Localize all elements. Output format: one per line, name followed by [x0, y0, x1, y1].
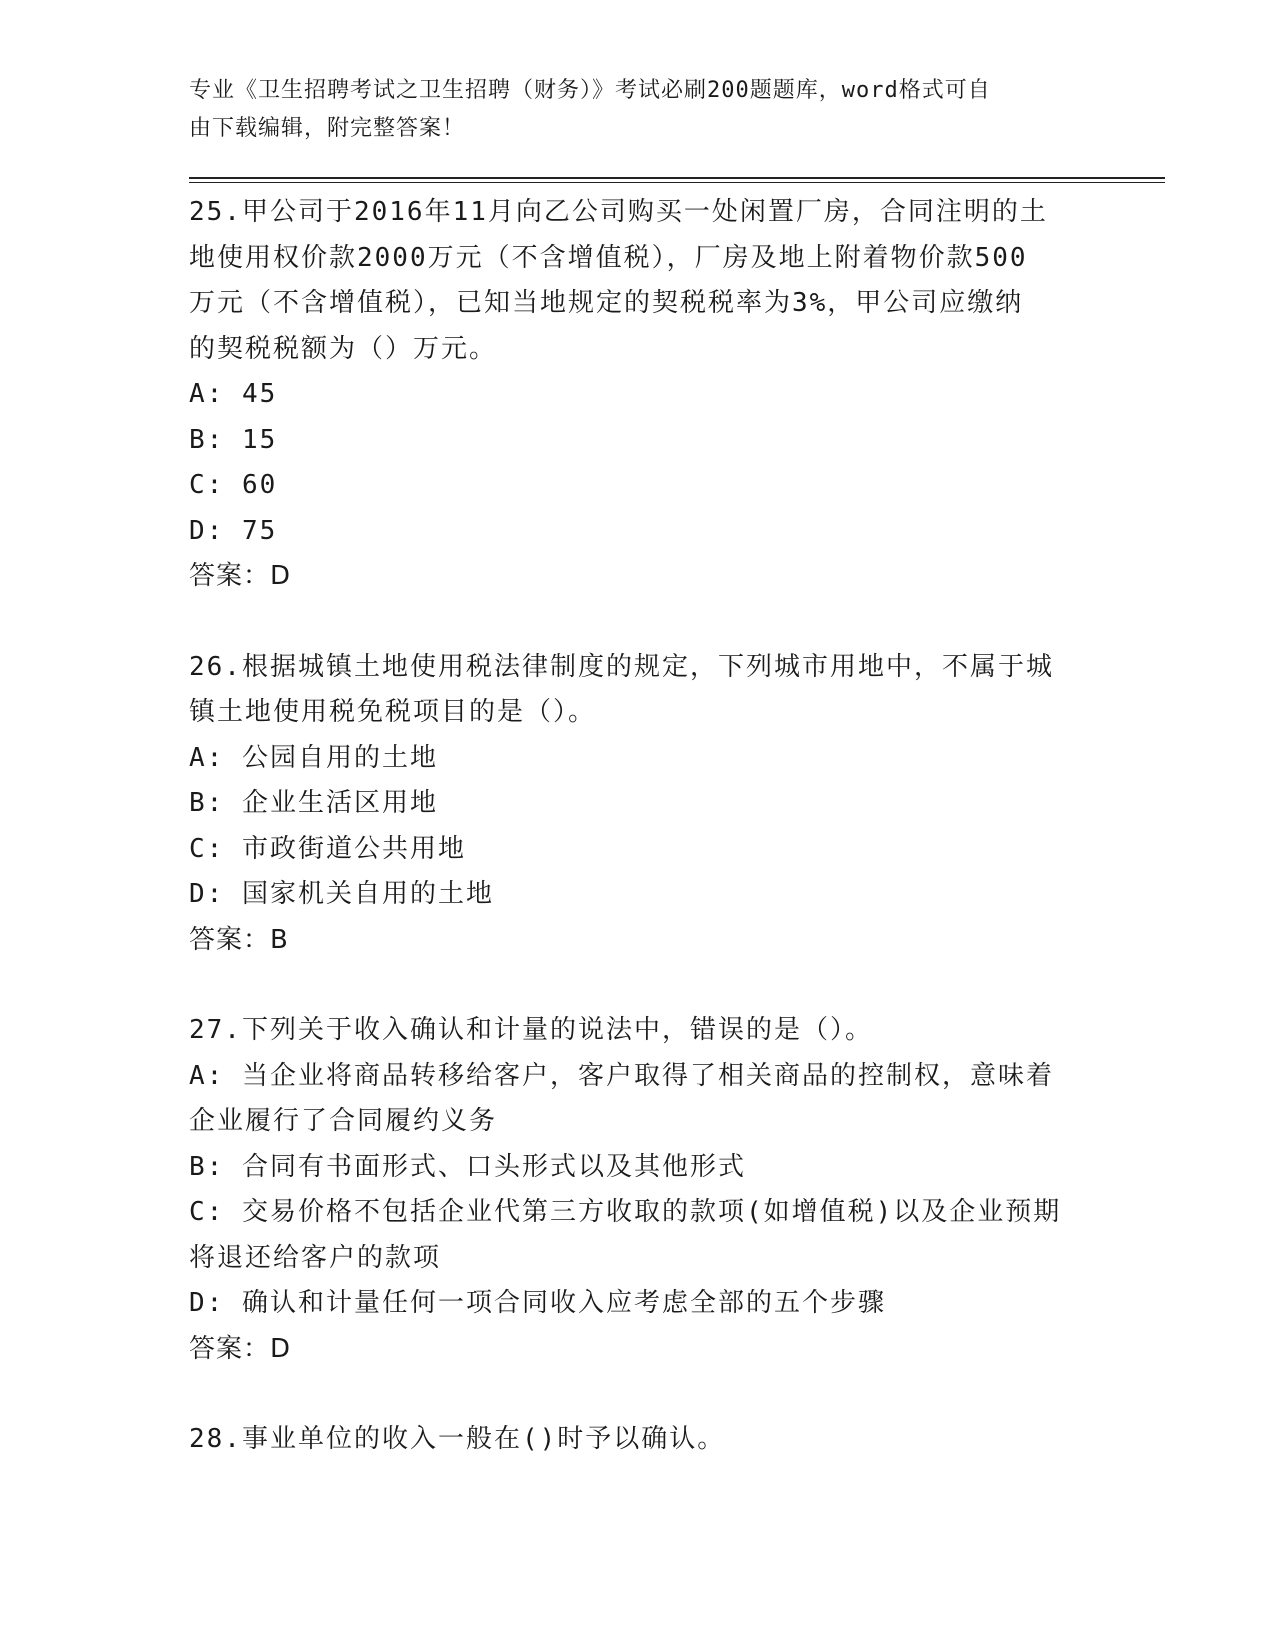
option-c: C: 交易价格不包括企业代第三方收取的款项(如增值税)以及企业预期	[189, 1197, 1062, 1227]
question-stem: 的契税税额为（）万元。	[189, 333, 498, 364]
question-item	[189, 190, 1069, 600]
option-c-continued: 将退还给客户的款项	[189, 1242, 442, 1273]
header-line: 专业《卫生招聘考试之卫生招聘（财务）》考试必刷200题题库，word格式可自	[189, 78, 991, 103]
answer-label: 答案：D	[189, 1333, 292, 1364]
question-list	[189, 190, 1069, 1508]
option-b: B: 企业生活区用地	[189, 788, 438, 818]
answer-label: 答案：D	[189, 561, 292, 591]
header-line: 由下载编辑，附完整答案！	[189, 116, 466, 141]
option-a: A: 当企业将商品转移给客户，客户取得了相关商品的控制权，意味着	[189, 1060, 1054, 1091]
header-divider-thick	[189, 177, 1165, 179]
question-stem: 镇土地使用税免税项目的是（）。	[189, 697, 597, 727]
option-a: A: 45	[189, 379, 278, 409]
option-a: A: 公园自用的土地	[189, 742, 438, 773]
question-stem: 25.甲公司于2016年11月向乙公司购买一处闲置厂房，合同注明的土	[189, 197, 1048, 227]
option-b: B: 合同有书面形式、口头形式以及其他形式	[189, 1151, 746, 1182]
question-stem: 28.事业单位的收入一般在()时予以确认。	[189, 1424, 726, 1454]
option-c: C: 市政街道公共用地	[189, 833, 466, 864]
option-d: D: 国家机关自用的土地	[189, 879, 494, 909]
question-item	[189, 1417, 1069, 1463]
option-b: B: 15	[189, 424, 278, 455]
option-d: D: 75	[189, 515, 278, 546]
question-stem: 地使用权价款2000万元（不含增值税），厂房及地上附着物价款500	[189, 242, 1028, 273]
answer-label: 答案：B	[189, 924, 289, 955]
option-a-continued: 企业履行了合同履约义务	[189, 1106, 498, 1136]
question-item	[189, 1008, 1069, 1372]
question-stem: 27.下列关于收入确认和计量的说法中，错误的是（）。	[189, 1015, 873, 1045]
document-header	[189, 72, 1069, 148]
question-stem: 万元（不含增值税），已知当地规定的契税税率为3%，甲公司应缴纳	[189, 288, 1024, 318]
option-d: D: 确认和计量任何一项合同收入应考虑全部的五个步骤	[189, 1288, 886, 1318]
option-c: C: 60	[189, 470, 278, 500]
question-stem: 26.根据城镇土地使用税法律制度的规定，下列城市用地中，不属于城	[189, 651, 1054, 682]
header-divider-thin	[189, 182, 1165, 183]
question-item	[189, 645, 1069, 964]
